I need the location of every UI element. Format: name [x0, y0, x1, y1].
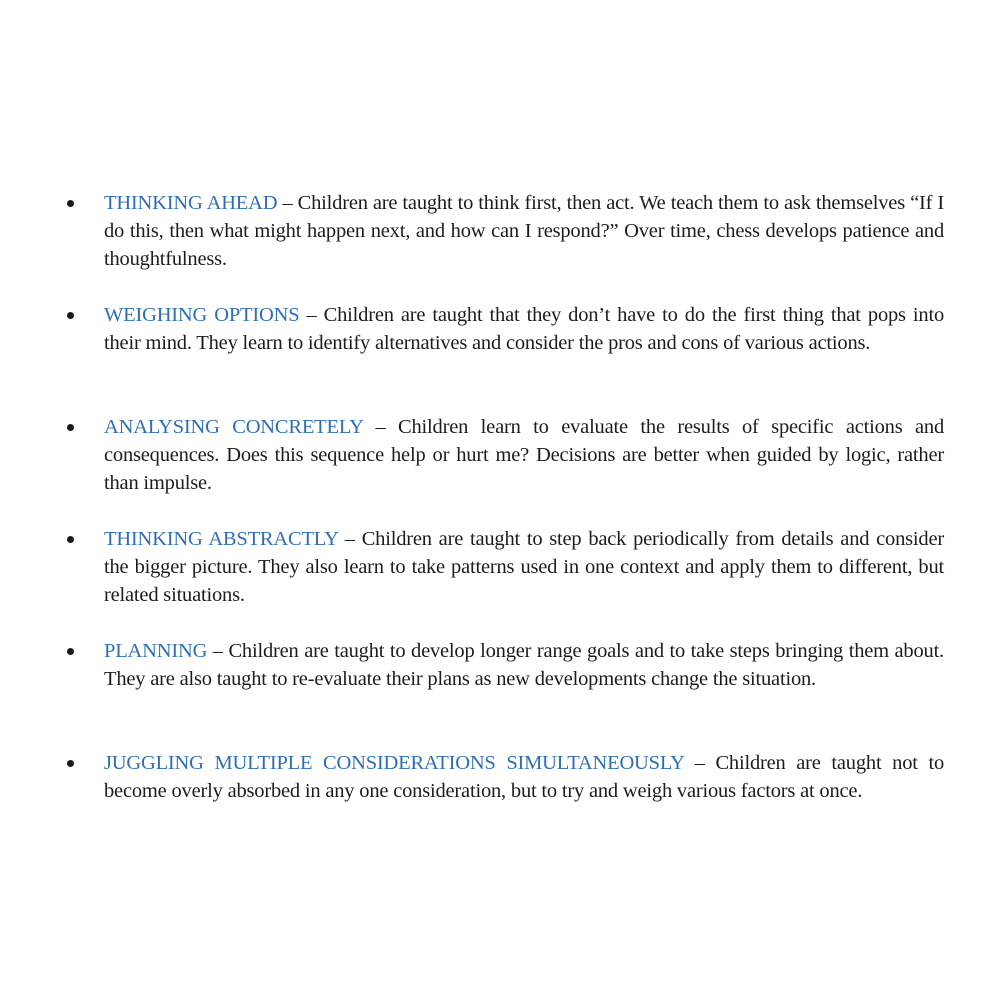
- item-dash: –: [362, 416, 399, 438]
- item-text: Children are taught to develop longer range goals and to take steps bringing them about. They are also taught to re-evaluate their plans as new developments change the situation.: [104, 640, 944, 690]
- bullet-icon: [67, 536, 74, 543]
- bullet-icon: [67, 760, 74, 767]
- list-item-analysing-concretely: [64, 413, 944, 497]
- item-dash: –: [207, 640, 229, 662]
- bullet-icon: [67, 424, 74, 431]
- bullet-list: [64, 189, 944, 861]
- item-text: Children are taught that they don’t have to do the first thing that pops into their mind. They learn to identify alternatives and consider the pros and cons of various actions.: [104, 304, 944, 354]
- list-item-weighing-options: [64, 301, 944, 385]
- item-heading: THINKING AHEAD: [104, 192, 278, 214]
- item-heading: WEIGHING OPTIONS: [104, 304, 300, 326]
- item-text: Children are taught not to become overly absorbed in any one consideration, but to try and weigh various factors at once.: [104, 752, 944, 802]
- item-heading: JUGGLING MULTIPLE CONSIDERATIONS SIMULTANEOUSLY: [104, 752, 684, 774]
- item-dash: –: [683, 752, 716, 774]
- item-heading: PLANNING: [104, 640, 208, 662]
- item-heading: ANALYSING CONCRETELY: [104, 416, 363, 438]
- item-text: Children are taught to think first, then act. We teach them to ask themselves “If I do this, then what might happen next, and how can I respond?” Over time, chess develops patience and thoughtfulness.: [104, 192, 944, 270]
- list-item-juggling-multiple-considerations: [64, 749, 944, 833]
- item-text: Children are taught to step back periodically from details and consider the bigger picture. They also learn to take patterns used in one context and apply them to different, but related situations.: [104, 528, 944, 606]
- item-dash: –: [337, 528, 362, 550]
- item-heading: THINKING ABSTRACTLY: [104, 528, 338, 550]
- item-dash: –: [277, 192, 298, 214]
- item-dash: –: [299, 304, 324, 326]
- list-item-thinking-abstractly: [64, 525, 944, 609]
- bullet-icon: [67, 200, 74, 207]
- list-item-thinking-ahead: [64, 189, 944, 273]
- item-text: Children learn to evaluate the results of specific actions and consequences. Does this sequence help or hurt me? Decisions are better when guided by logic, rather than impulse.: [104, 416, 945, 494]
- list-item-planning: [64, 637, 944, 721]
- bullet-icon: [67, 648, 74, 655]
- bullet-icon: [67, 312, 74, 319]
